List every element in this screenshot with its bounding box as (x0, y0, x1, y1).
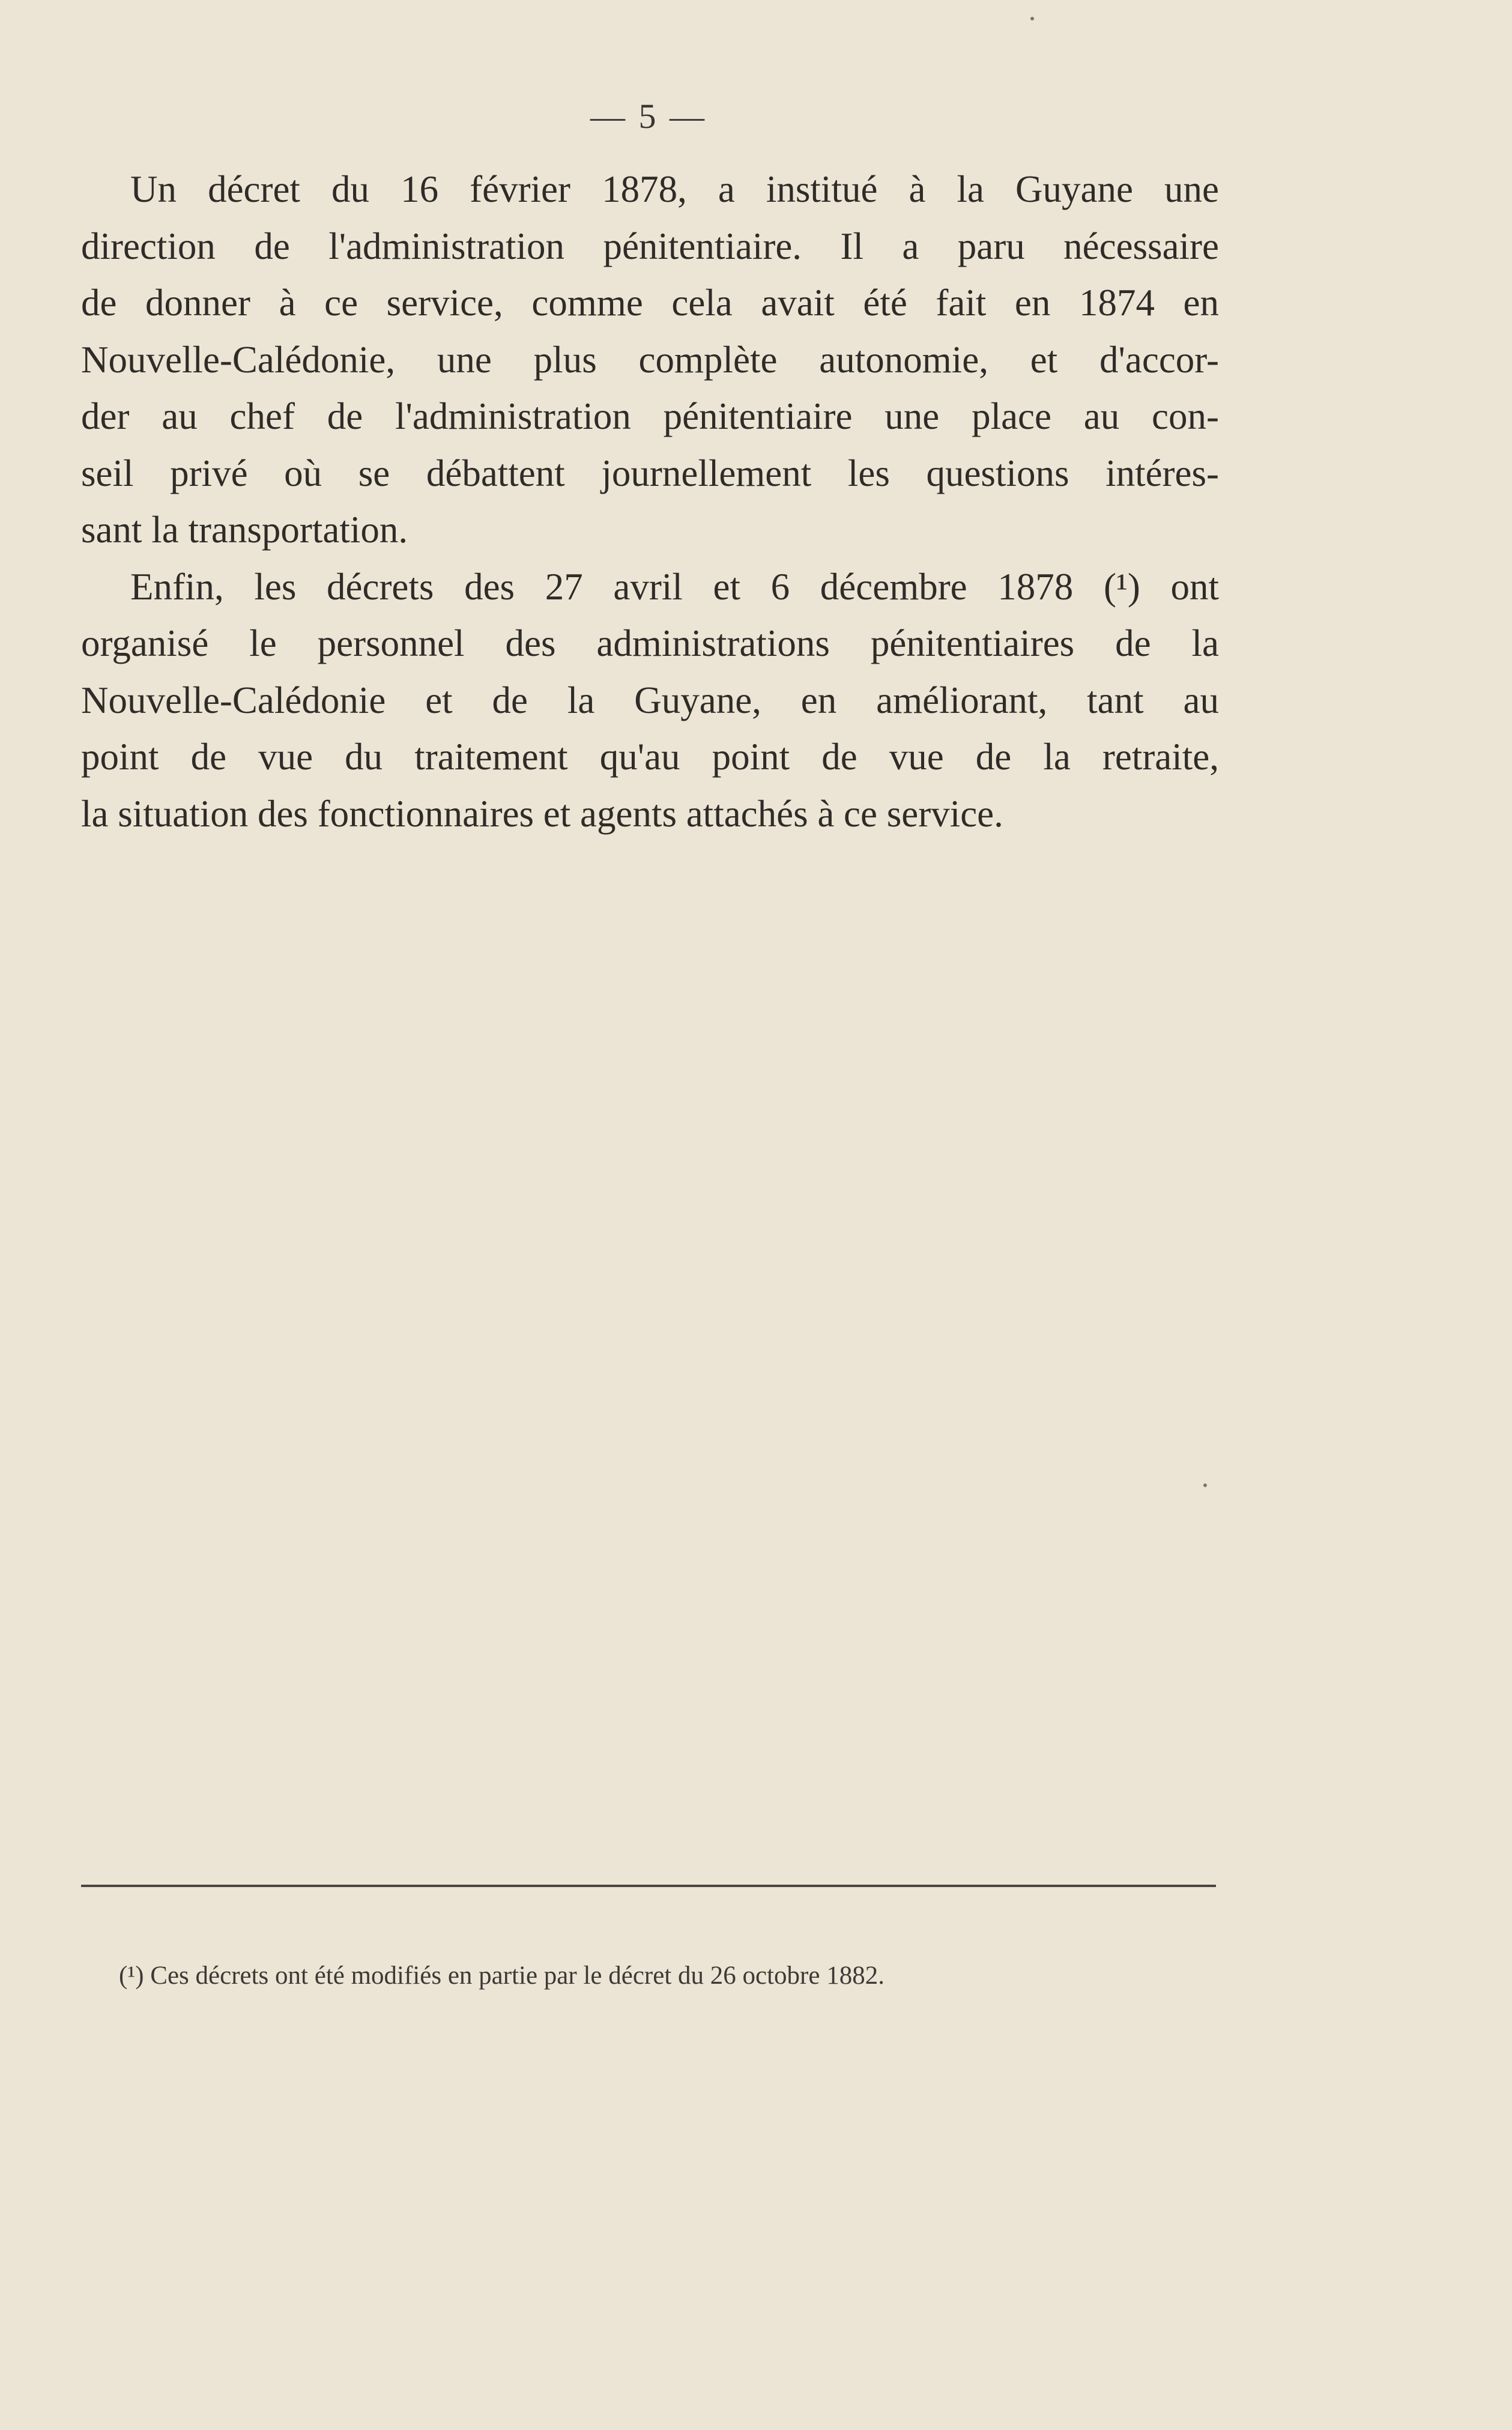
footnote-separator (81, 1885, 1216, 1887)
text-line: de donner à ce service, comme cela avait été fait en 1874 en (81, 282, 1219, 324)
page-number: — 5 — (590, 97, 707, 136)
text-line: seil privé où se débattent journellement les questions intéres- (81, 452, 1219, 494)
paper-speck (1203, 1483, 1207, 1487)
text-line: Un décret du 16 février 1878, a institué à la Guyane une (130, 168, 1219, 210)
footnote (119, 1953, 885, 1999)
text-line: Nouvelle-Calédonie et de la Guyane, en améliorant, tant au (81, 679, 1219, 721)
text-line: direction de l'administration pénitentiaire. Il a paru nécessaire (81, 225, 1219, 267)
text-line: der au chef de l'administration pénitentiaire une place au con- (81, 395, 1219, 437)
text-line: la situation des fonctionnaires et agents attachés à ce service. (81, 792, 1003, 835)
text-line: sant la transportation. (81, 509, 408, 551)
text-line: Enfin, les décrets des 27 avril et 6 décembre 1878 (¹) ont (130, 565, 1219, 608)
footnote-marker: (¹) (119, 1962, 144, 1990)
paragraph-1 (81, 161, 1219, 559)
text-line: point de vue du traitement qu'au point de vue de la retraite, (81, 736, 1219, 778)
footnote-text: Ces décrets ont été modifiés en partie par le décret du 26 octobre 1882. (150, 1962, 885, 1990)
paper-speck (1030, 17, 1034, 20)
text-line: organisé le personnel des administrations pénitentiaires de la (81, 622, 1219, 664)
text-line: Nouvelle-Calédonie, une plus complète autonomie, et d'accor- (81, 338, 1219, 381)
body-text (81, 161, 1219, 842)
paragraph-2 (81, 559, 1219, 843)
